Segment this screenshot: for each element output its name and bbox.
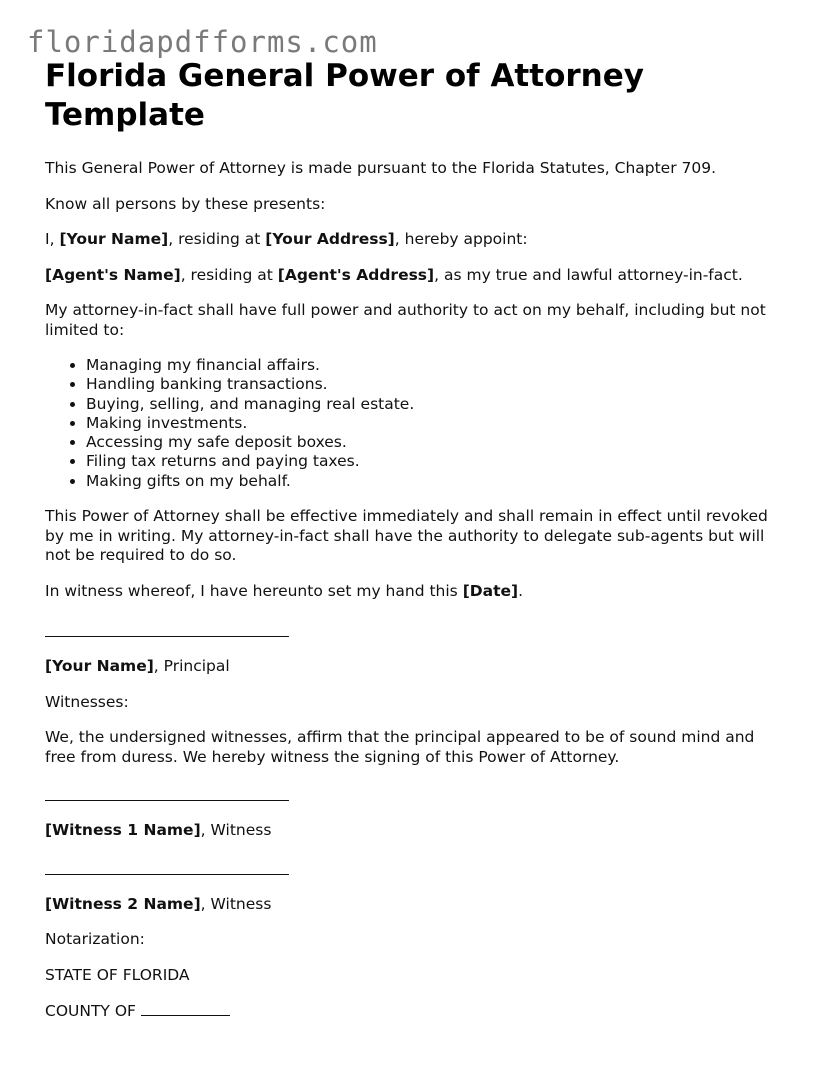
effective-paragraph: This Power of Attorney shall be effective immediately and shall remain in effect until revoked by me in writing. My attorney-in-fact shall have the authority to delegate sub-agents but will not be required to do so.: [45, 507, 768, 565]
principal-sig-role: , Principal: [153, 657, 230, 676]
powers-list: [45, 356, 785, 491]
date-placeholder: [Date]: [462, 581, 519, 600]
witness-2-role: , Witness: [200, 894, 272, 913]
principal-address-placeholder: [Your Address]: [265, 230, 395, 248]
witness-statement: We, the undersigned witnesses, affirm that the principal appeared to be of sound mind and free from duress. We hereby witness the signing of this Power of Attorney.: [45, 728, 755, 766]
appointment-prefix: I,: [45, 230, 60, 248]
powers-intro: My attorney-in-fact shall have full power and authority to act on my behalf, including but not limited to:: [45, 301, 766, 339]
county-blank[interactable]: [141, 1001, 230, 1016]
agent-paragraph: [45, 266, 785, 286]
appointment-paragraph: [45, 230, 785, 250]
witness-1-name: [Witness 1 Name]: [45, 821, 201, 840]
agent-address-placeholder: [Agent's Address]: [277, 265, 435, 284]
list-item: • Buying, selling, and managing real estate.: [86, 395, 785, 414]
witness-whereof-line: [45, 582, 785, 602]
county-line: [45, 1001, 785, 1022]
document-title: Florida General Power of Attorney Template: [45, 58, 644, 133]
county-label: COUNTY OF: [45, 1002, 141, 1021]
witness-1-role: , Witness: [200, 821, 272, 840]
witness-whereof-end: .: [518, 581, 524, 600]
appointment-residing: , residing at: [168, 230, 266, 248]
state-line: STATE OF FLORIDA: [45, 965, 190, 984]
list-item: • Making investments.: [86, 414, 785, 433]
witnesses-heading: Witnesses:: [45, 692, 129, 711]
witness-1-label: [45, 821, 785, 841]
list-item: • Handling banking transactions.: [86, 375, 785, 394]
list-item: • Making gifts on my behalf.: [86, 472, 785, 491]
principal-name-placeholder: [Your Name]: [59, 230, 169, 248]
list-item: • Filing tax returns and paying taxes.: [86, 452, 785, 471]
notarization-heading: Notarization:: [45, 930, 145, 949]
know-all-line: Know all persons by these presents:: [45, 194, 326, 213]
principal-signature-label: [45, 657, 785, 677]
agent-residing: , residing at: [180, 265, 278, 284]
witness-2-label: [45, 895, 785, 915]
witness-1-signature-line[interactable]: [45, 800, 289, 801]
intro-paragraph: This General Power of Attorney is made pursuant to the Florida Statutes, Chapter 709.: [45, 159, 717, 177]
list-item: • Managing my financial affairs.: [86, 356, 785, 375]
list-item: • Accessing my safe deposit boxes.: [86, 433, 785, 452]
agent-name-placeholder: [Agent's Name]: [45, 265, 181, 284]
appointment-suffix: , hereby appoint:: [394, 230, 528, 248]
witness-whereof-text: In witness whereof, I have hereunto set my hand this: [45, 581, 463, 600]
principal-signature-line[interactable]: [45, 636, 289, 637]
witness-2-name: [Witness 2 Name]: [45, 894, 201, 913]
site-watermark: floridapdfforms.com: [27, 25, 378, 59]
document-body: [45, 57, 785, 1038]
agent-suffix: , as my true and lawful attorney-in-fact.: [434, 265, 743, 284]
principal-sig-name: [Your Name]: [45, 657, 154, 676]
witness-2-signature-line[interactable]: [45, 874, 289, 875]
